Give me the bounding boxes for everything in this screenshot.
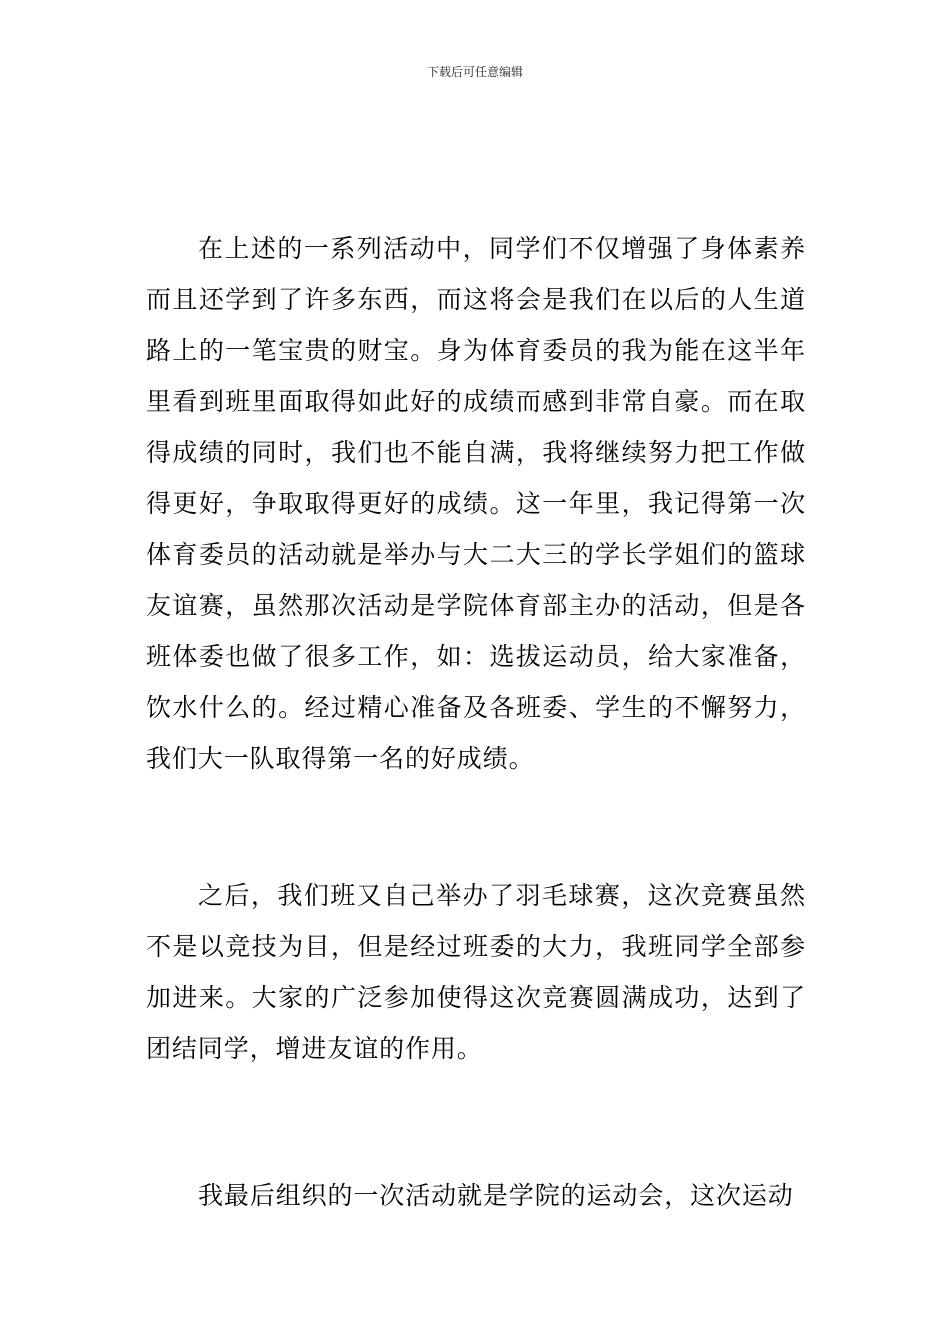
body-paragraph: 之后，我们班又自己举办了羽毛球赛，这次竞赛虽然不是以竞技为目，但是经过班委的大力，我班同学全部参加进来。大家的广泛参加使得这次竞赛圆满成功，达到了团结同学，增进友谊的作用。: [146, 881, 806, 1063]
body-paragraph: 我最后组织的一次活动就是学院的运动会，这次运动: [198, 1181, 794, 1210]
body-paragraph: 在上述的一系列活动中，同学们不仅增强了身体素养而且还学到了许多东西，而这将会是我们在以后的人生道路上的一笔宝贵的财宝。身为体育委员的我为能在这半年里看到班里面取得如此好的成绩而感到非常自豪。而在取得成绩的同时，我们也不能自满，我将继续努力把工作做得更好，争取取得更好的成绩。这一年里，我记得第一次体育委员的活动就是举办与大二大三的学长学姐们的篮球友谊赛，虽然那次活动是学院体育部主办的活动，但是各班体委也做了很多工作，如：选拔运动员，给大家准备，饮水什么的。经过精心准备及各班委、学生的不懈努力，我们大一队取得第一名的好成绩。: [146, 234, 806, 773]
header-note: 下载后可任意编辑: [426, 65, 523, 79]
